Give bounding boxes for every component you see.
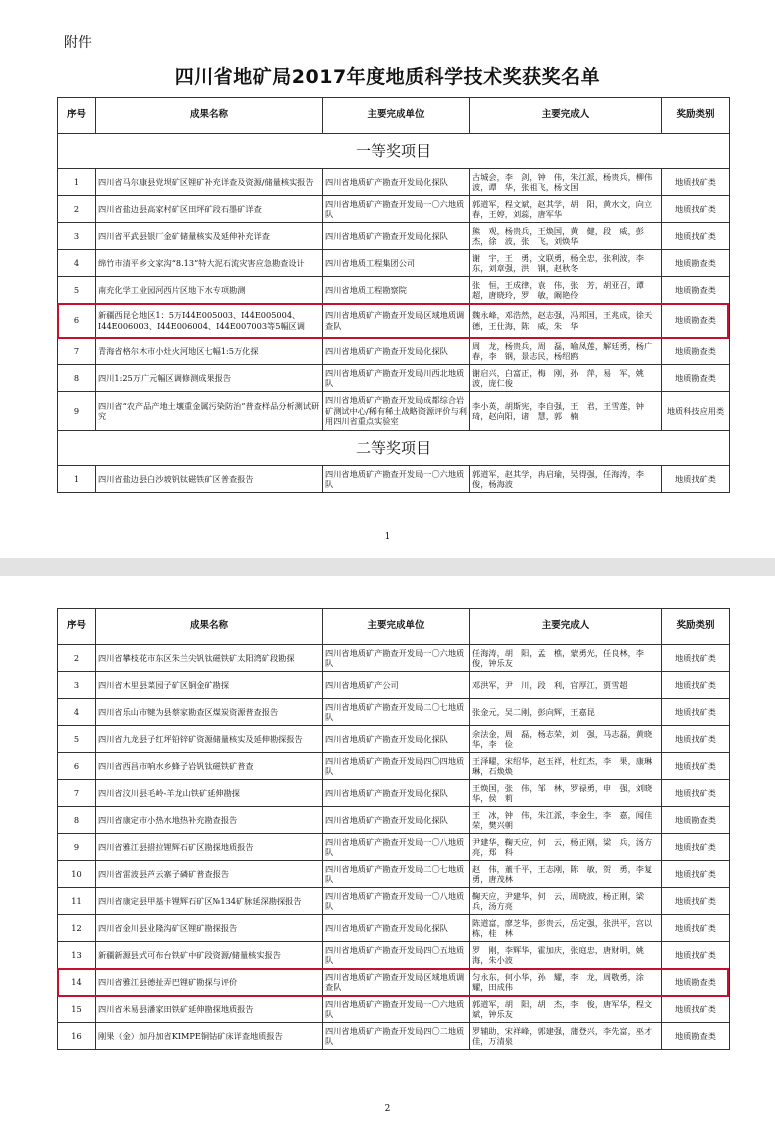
cell-people: 尹建华，鞠天应，何 云，杨正刚，梁 兵，汤方亮，郑 科 (470, 834, 662, 861)
cell-category: 地质勘查类 (662, 969, 730, 996)
cell-no: 10 (58, 861, 96, 888)
cell-name: 新疆新源县式可布台铁矿中矿段资源/储量核实报告 (96, 942, 323, 969)
cell-people: 谢启兴，白富正，梅 刚，孙 萍，易 军，姚 波，庞仁俊 (470, 365, 662, 392)
cell-unit: 四川省地质工程集团公司 (323, 250, 470, 277)
cell-unit: 四川省地质矿产勘查开发局四〇二地质队 (323, 1023, 470, 1050)
cell-people: 郭道军，程文斌，赵其学，胡 阳，黄水文，向立春，王婷，刘蕊，唐军华 (470, 196, 662, 223)
cell-no: 6 (58, 304, 96, 338)
cell-unit: 四川省地质矿产勘查开发局化探队 (323, 915, 470, 942)
cell-category: 地质找矿类 (662, 169, 730, 196)
cell-people: 匀永东，何小华，孙 耀，李 龙，周敬勇，涂 耀，田成伟 (470, 969, 662, 996)
cell-people: 王泽曜，宋绍华，赵玉祥，杜红杰，李 果，康琳琳，石焕焕 (470, 753, 662, 780)
cell-no: 7 (58, 338, 96, 365)
table-row (58, 169, 730, 196)
cell-unit: 四川省地质矿产勘查开发局四〇五地质队 (323, 942, 470, 969)
cell-unit: 四川省地质矿产勘查开发局化探队 (323, 338, 470, 365)
cell-no: 12 (58, 915, 96, 942)
document-page-1 (0, 0, 775, 558)
table-row (58, 196, 730, 223)
cell-name: 绵竹市清平乡文家沟“8.13”特大泥石流灾害应急勘查设计 (96, 250, 323, 277)
cell-unit: 四川省地质矿产勘查开发局二〇七地质队 (323, 699, 470, 726)
cell-no: 4 (58, 699, 96, 726)
header-people: 主要完成人 (470, 609, 662, 645)
cell-people: 陈道富，廖芝华，彭贵云，岳定强，张洪平，宫以栋，桂 林 (470, 915, 662, 942)
cell-name: 四川省雷波县芦云寨子磷矿普查报告 (96, 861, 323, 888)
cell-no: 1 (58, 169, 96, 196)
cell-name: 四川省盐边县白沙坡钒钛磁铁矿区普查报告 (96, 466, 323, 493)
cell-category: 地质勘查类 (662, 250, 730, 277)
cell-unit: 四川省地质矿产勘查开发局区域地质调查队 (323, 304, 470, 338)
page-number-2: 2 (384, 1104, 391, 1114)
cell-name: 四川省乐山市犍为县蔡家勘查区煤炭资源普查报告 (96, 699, 323, 726)
header-no: 序号 (58, 609, 96, 645)
cell-no: 4 (58, 250, 96, 277)
cell-no: 8 (58, 807, 96, 834)
cell-no: 16 (58, 1023, 96, 1050)
cell-name: 四川省九龙县子红坪铅锌矿资源储量核实及延伸勘探报告 (96, 726, 323, 753)
cell-name: 四川省盐边县高家村矿区田坪矿段石墨矿详查 (96, 196, 323, 223)
cell-category: 地质找矿类 (662, 466, 730, 493)
cell-no: 1 (58, 466, 96, 493)
cell-category: 地质找矿类 (662, 223, 730, 250)
header-no: 序号 (58, 98, 96, 134)
section-row-first-prize (58, 134, 730, 169)
cell-unit: 四川省地质矿产公司 (323, 672, 470, 699)
table-row (58, 834, 730, 861)
cell-people: 周 龙，杨贵兵，周 磊，喻凤莲，解廷勇，杨广春，李 钢，景志民，杨绍鸥 (470, 338, 662, 365)
cell-people: 李小英，胡斯宪，李自强，王 君，王雪莲，钟 琦，赵向阳，诸 慧，郭 楠 (470, 392, 662, 431)
cell-name: 四川省汶川县毛岭-羊龙山铁矿延伸勘探 (96, 780, 323, 807)
cell-category: 地质勘查类 (662, 1023, 730, 1050)
table-row (58, 250, 730, 277)
cell-category: 地质勘查类 (662, 277, 730, 304)
header-name: 成果名称 (96, 98, 323, 134)
cell-name: 四川省攀枝花市东区朱兰尖钒钛磁铁矿太阳湾矿段勘探 (96, 645, 323, 672)
cell-name: 四川省木里县菜园子矿区铜金矿勘探 (96, 672, 323, 699)
table-row (58, 888, 730, 915)
cell-name: 南充化学工业园河西片区地下水专项勘测 (96, 277, 323, 304)
cell-people: 王 冰，钟 伟，朱江派，李金生，李 嘉，闻佳荣，樊兴朝 (470, 807, 662, 834)
cell-people: 郭道军，胡 阳，胡 杰，李 俊，唐军华，程文斌，钟乐友 (470, 996, 662, 1023)
cell-name: 四川省米易县潘家田铁矿延伸勘探地质报告 (96, 996, 323, 1023)
cell-name: 四川省康定市小热水地热补充勘查报告 (96, 807, 323, 834)
cell-people: 熊 观，杨贵兵，王焕国，黄 健，段 威，彭 杰，徐 波，张 飞，刘焕华 (470, 223, 662, 250)
cell-people: 张 恒，王成律，袁 伟，张 芳，胡亚召，谭 超，唐晓玲，罗 敏，阚艳伶 (470, 277, 662, 304)
table-row (58, 780, 730, 807)
cell-people: 鞠天应，尹建华，何 云，周晓波，杨正刚，梁 兵，汤方亮 (470, 888, 662, 915)
cell-unit: 四川省地质矿产勘查开发局一〇六地质队 (323, 196, 470, 223)
header-category: 奖励类别 (662, 609, 730, 645)
cell-unit: 四川省地质矿产勘查开发局化探队 (323, 807, 470, 834)
cell-no: 13 (58, 942, 96, 969)
cell-no: 3 (58, 672, 96, 699)
header-people: 主要完成人 (470, 98, 662, 134)
cell-people: 任海涛，胡 阳，孟 樵，蒙勇光，任良林，李 俊，钟乐友 (470, 645, 662, 672)
cell-name: 四川省金川县业隆沟矿区锂矿勘探报告 (96, 915, 323, 942)
page-number-1: 1 (384, 532, 391, 542)
section-second-prize: 二等奖项目 (58, 431, 730, 466)
table-row (58, 1023, 730, 1050)
cell-category: 地质找矿类 (662, 699, 730, 726)
cell-category: 地质找矿类 (662, 672, 730, 699)
award-table-page-2 (57, 608, 730, 1050)
cell-name: 四川省雅江县德扯弄巴锂矿勘探与评价 (96, 969, 323, 996)
cell-unit: 四川省地质工程勘察院 (323, 277, 470, 304)
cell-category: 地质找矿类 (662, 942, 730, 969)
cell-category: 地质找矿类 (662, 196, 730, 223)
cell-people: 罗辅助，宋祥峰，郭建强，蒲登兴，李先富，巫才佳，万清泉 (470, 1023, 662, 1050)
table-row (58, 861, 730, 888)
cell-name: 四川1:25万广元幅区调修测成果报告 (96, 365, 323, 392)
cell-unit: 四川省地质矿产勘查开发局一〇八地质队 (323, 888, 470, 915)
cell-no: 14 (58, 969, 96, 996)
cell-no: 9 (58, 392, 96, 431)
cell-category: 地质找矿类 (662, 645, 730, 672)
header-category: 奖励类别 (662, 98, 730, 134)
cell-category: 地质勘查类 (662, 807, 730, 834)
cell-people: 郭道军，赵其学，冉启瑜，吴得强，任海涛，李 俊，杨海波 (470, 466, 662, 493)
cell-no: 7 (58, 780, 96, 807)
cell-name: 新疆西昆仑地区1：5万I44E005003、I44E005004、I44E006003、I44E006004、I44E007003等5幅区调 (96, 304, 323, 338)
cell-unit: 四川省地质矿产勘查开发局川西北地质队 (323, 365, 470, 392)
cell-unit: 四川省地质矿产勘查开发局一〇六地质队 (323, 466, 470, 493)
cell-unit: 四川省地质矿产勘查开发局化探队 (323, 780, 470, 807)
cell-no: 11 (58, 888, 96, 915)
cell-people: 古城会，李 剑，钟 伟，朱江派，杨贵兵，柳伟波，谭 华，张祖飞，杨文国 (470, 169, 662, 196)
cell-unit: 四川省地质矿产勘查开发局一〇六地质队 (323, 996, 470, 1023)
cell-category: 地质找矿类 (662, 861, 730, 888)
cell-name: 四川省马尔康县党坝矿区锂矿补充详查及资源/储量核实报告 (96, 169, 323, 196)
cell-category: 地质找矿类 (662, 780, 730, 807)
cell-no: 5 (58, 277, 96, 304)
cell-no: 6 (58, 753, 96, 780)
cell-category: 地质找矿类 (662, 726, 730, 753)
cell-category: 地质找矿类 (662, 996, 730, 1023)
cell-no: 2 (58, 196, 96, 223)
table-row (58, 753, 730, 780)
table-row (58, 304, 730, 338)
cell-name: 四川省平武县银厂金矿储量核实及延伸补充详查 (96, 223, 323, 250)
document-title: 四川省地矿局2017年度地质科学技术奖获奖名单 (174, 66, 601, 88)
table-row (58, 915, 730, 942)
cell-no: 9 (58, 834, 96, 861)
table-row (58, 672, 730, 699)
cell-name: 青海省格尔木市小灶火河地区七幅1:5万化探 (96, 338, 323, 365)
cell-people: 赵 伟，董千平，王志刚，陈 敏，贺 勇，李复勇，唐茂林 (470, 861, 662, 888)
table-header-row (58, 98, 730, 134)
award-table-page-1 (57, 97, 730, 493)
cell-category: 地质找矿类 (662, 915, 730, 942)
table-row (58, 996, 730, 1023)
table-row (58, 807, 730, 834)
cell-category: 地质勘查类 (662, 304, 730, 338)
cell-unit: 四川省地质矿产勘查开发局一〇六地质队 (323, 645, 470, 672)
section-first-prize: 一等奖项目 (58, 134, 730, 169)
cell-people: 王焕国，张 伟，邹 林，罗禄勇，申 强，刘晓华，侯 莉 (470, 780, 662, 807)
table-row (58, 365, 730, 392)
cell-people: 余法金，周 磊，杨志荣，刘 强，马志磊，黄晓华，李 俭 (470, 726, 662, 753)
table-row (58, 338, 730, 365)
cell-unit: 四川省地质矿产勘查开发局成都综合岩矿测试中心/稀有稀土战略资源评价与利用四川省重点实验室 (323, 392, 470, 431)
cell-name: 四川省“农产品产地土壤重金属污染防治”普查样品分析测试研究 (96, 392, 323, 431)
cell-unit: 四川省地质矿产勘查开发局四〇四地质队 (323, 753, 470, 780)
cell-people: 罗 刚，李辉华，霍加庆，张庭忠，唐财明，姚 海，朱小波 (470, 942, 662, 969)
cell-category: 地质勘查类 (662, 338, 730, 365)
cell-category: 地质找矿类 (662, 753, 730, 780)
table-row (58, 223, 730, 250)
cell-unit: 四川省地质矿产勘查开发局化探队 (323, 726, 470, 753)
cell-unit: 四川省地质矿产勘查开发局区域地质调查队 (323, 969, 470, 996)
cell-unit: 四川省地质矿产勘查开发局一〇八地质队 (323, 834, 470, 861)
section-row-second-prize (58, 431, 730, 466)
table-row (58, 942, 730, 969)
table-row (58, 392, 730, 431)
cell-unit: 四川省地质矿产勘查开发局化探队 (323, 223, 470, 250)
header-unit: 主要完成单位 (323, 98, 470, 134)
cell-people: 张金元，吴二刚，彭向辉，王嘉昆 (470, 699, 662, 726)
cell-no: 8 (58, 365, 96, 392)
header-unit: 主要完成单位 (323, 609, 470, 645)
cell-unit: 四川省地质矿产勘查开发局二〇七地质队 (323, 861, 470, 888)
cell-name: 四川省西昌市响水乡蜂子岩钒钛磁铁矿普查 (96, 753, 323, 780)
cell-category: 地质找矿类 (662, 834, 730, 861)
cell-no: 15 (58, 996, 96, 1023)
table-header-row (58, 609, 730, 645)
cell-no: 2 (58, 645, 96, 672)
cell-category: 地质找矿类 (662, 888, 730, 915)
cell-name: 四川省雅江县措拉锂辉石矿区勘探地质报告 (96, 834, 323, 861)
attachment-label: 附件 (64, 35, 92, 51)
table-row (58, 699, 730, 726)
table-row (58, 969, 730, 996)
cell-no: 3 (58, 223, 96, 250)
cell-category: 地质勘查类 (662, 365, 730, 392)
cell-category: 地质科技应用类 (662, 392, 730, 431)
cell-people: 邓洪军，尹 川，段 利，官厚江，贾雪超 (470, 672, 662, 699)
table-row (58, 645, 730, 672)
cell-name: 四川省康定县甲基卡锂辉石矿区№134矿脉延深勘探报告 (96, 888, 323, 915)
header-name: 成果名称 (96, 609, 323, 645)
cell-unit: 四川省地质矿产勘查开发局化探队 (323, 169, 470, 196)
table-row (58, 277, 730, 304)
cell-people: 谢 宇，王 勇，文联勇，杨全忠，张利波，李 东，刘章强，洪 钢，赵秋冬 (470, 250, 662, 277)
cell-no: 5 (58, 726, 96, 753)
cell-people: 魏永峰，邓浩然，赵志强，冯邦国，王兆成，徐天德，王仕海，陈 威，朱 华 (470, 304, 662, 338)
table-row (58, 726, 730, 753)
cell-name: 刚果（金）加丹加省KIMPE铜钴矿床详查地质报告 (96, 1023, 323, 1050)
table-row (58, 466, 730, 493)
